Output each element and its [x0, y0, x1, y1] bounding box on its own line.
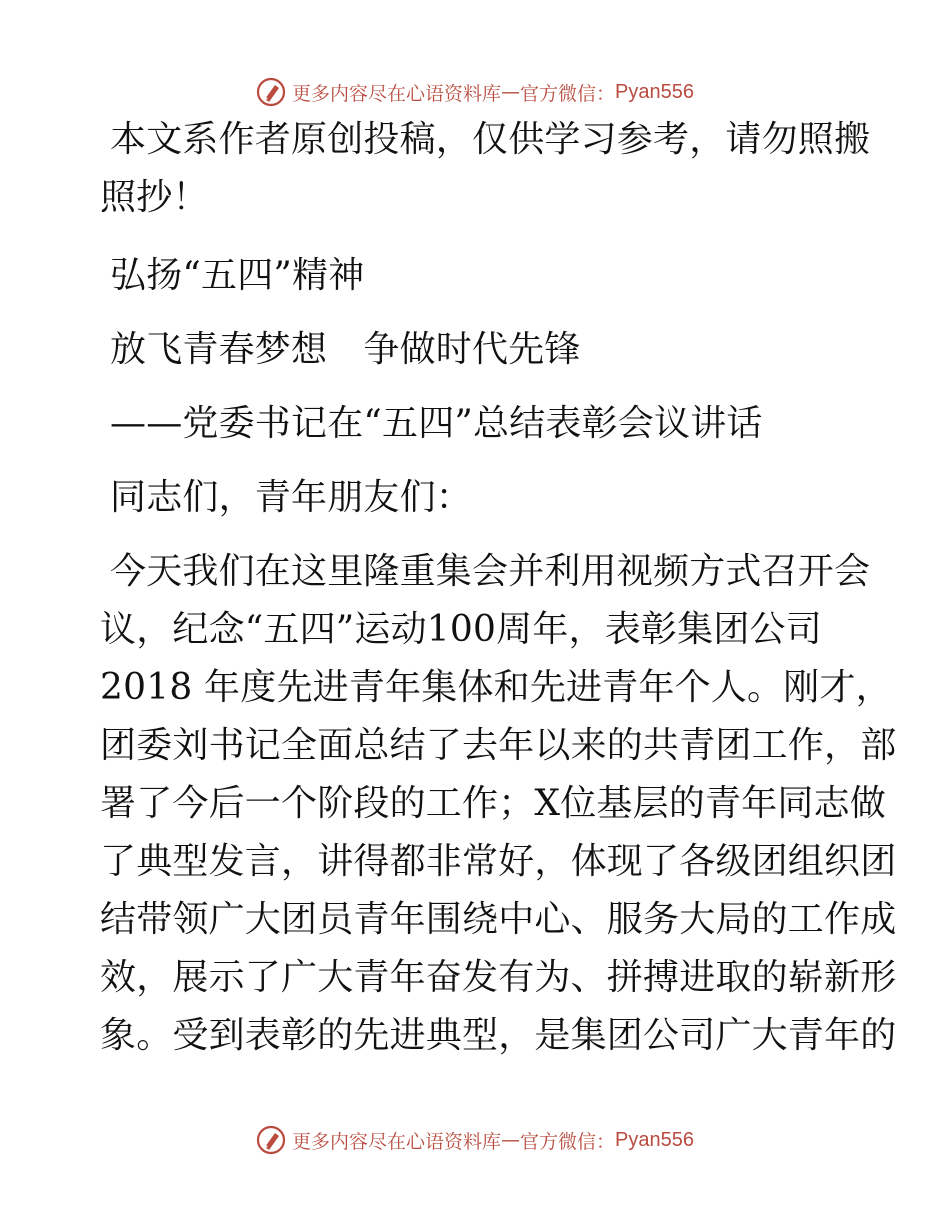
watermark-dash: —	[501, 81, 521, 103]
document-subtitle: 放飞青春梦想 争做时代先锋	[110, 329, 581, 370]
salutation: 同志们，青年朋友们：	[110, 477, 473, 518]
body-line: 象。受到表彰的先进典型，是集团公司广大青年的	[100, 1015, 897, 1056]
document-title: 弘扬“五四”精神	[110, 255, 365, 296]
watermark-wechat-label: 官方微信：	[520, 82, 616, 105]
notice-line: 本文系作者原创投稿，仅供学习参考，请勿照搬	[110, 119, 871, 160]
document-content	[100, 119, 897, 1076]
watermark-wechat-label: 官方微信：	[520, 1130, 616, 1153]
watermark-main-text: 更多内容尽在心语资料库	[292, 82, 502, 105]
body-line: 结带领广大团员青年围绕中心、服务大局的工作成	[100, 899, 897, 940]
body-line: 议，纪念“五四”运动100周年，表彰集团公司	[100, 609, 822, 650]
pen-nib-logo-icon	[256, 77, 286, 107]
copyright-notice	[100, 119, 871, 218]
notice-line: 照抄！	[100, 177, 209, 218]
body-line: 署了今后一个阶段的工作；X位基层的青年同志做	[100, 783, 887, 824]
watermark-dash: —	[501, 1129, 521, 1151]
watermark-wechat-id: Pyan556	[615, 80, 694, 103]
body-paragraph	[100, 551, 897, 1056]
footer-watermark	[0, 1120, 950, 1160]
document-byline: ——党委书记在“五四”总结表彰会议讲话	[110, 403, 763, 444]
pen-nib-logo-icon	[256, 1125, 286, 1155]
header-watermark	[0, 72, 950, 112]
body-line: 了典型发言，讲得都非常好，体现了各级团组织团	[100, 841, 897, 882]
body-line: 效，展示了广大青年奋发有为、拼搏进取的崭新形	[100, 957, 897, 998]
watermark-main-text: 更多内容尽在心语资料库	[292, 1130, 502, 1153]
body-line: 今天我们在这里隆重集会并利用视频方式召开会	[110, 551, 871, 592]
watermark-wechat-id: Pyan556	[615, 1128, 694, 1151]
body-line: 团委刘书记全面总结了去年以来的共青团工作，部	[100, 725, 897, 766]
body-line: 2018 年度先进青年集体和先进青年个人。刚才，	[100, 667, 892, 708]
